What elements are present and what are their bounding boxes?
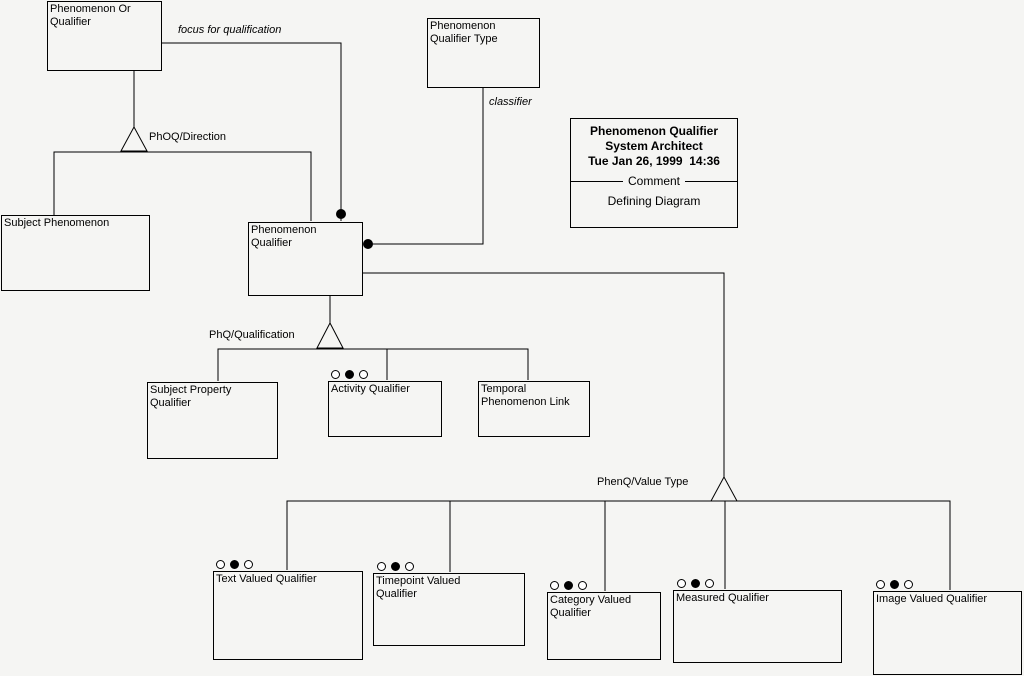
open-circle-icon: [578, 581, 587, 590]
tree-triangle-icon-phoq: [121, 127, 147, 151]
entity-label: Image Valued Qualifier: [876, 593, 988, 605]
comment-title: Phenomenon Qualifier: [589, 124, 718, 138]
connector-classifier: [364, 88, 483, 244]
entity-label: Activity Qualifier: [331, 383, 410, 395]
connector-end-dot-icon: [337, 210, 346, 219]
entity-label: Phenomenon Qualifier: [251, 224, 317, 249]
entity-box-timepoint-valued-qualifier[interactable]: [373, 573, 525, 646]
entity-box-text-valued-qualifier[interactable]: [213, 571, 363, 660]
comment-timestamp: Tue Jan 26, 1999 14:36: [588, 154, 720, 168]
tree-triangle-icon-phq: [317, 323, 343, 348]
entity-box-image-valued-qualifier[interactable]: [873, 591, 1022, 675]
entity-box-phenomenon-qualifier[interactable]: [248, 222, 363, 296]
entity-label: Text Valued Qualifier: [216, 573, 317, 585]
multiplicity-icons-image-valued: [876, 580, 918, 589]
entity-label: Phenomenon Qualifier Type: [430, 20, 498, 45]
filled-circle-icon: [345, 370, 354, 379]
connector-phenq-stem: [363, 273, 724, 477]
divider-rule: [571, 181, 623, 182]
tree-triangle-icon-phenq: [711, 477, 737, 501]
entity-box-temporal-phenomenon-link[interactable]: [478, 381, 590, 437]
comment-divider-label: Comment: [628, 174, 681, 188]
entity-box-measured-qualifier[interactable]: [673, 590, 842, 663]
open-circle-icon: [244, 560, 253, 569]
entity-box-category-valued-qualifier[interactable]: [547, 592, 661, 660]
open-circle-icon: [377, 562, 386, 571]
multiplicity-icons-text-valued: [216, 560, 258, 569]
filled-circle-icon: [230, 560, 239, 569]
entity-box-activity-qualifier[interactable]: [328, 381, 442, 437]
comment-subtitle: System Architect: [605, 139, 703, 153]
filled-circle-icon: [391, 562, 400, 571]
connector-label-phenq-value-type[interactable]: PhenQ/Value Type: [597, 476, 689, 488]
open-circle-icon: [216, 560, 225, 569]
comment-divider: [571, 175, 737, 188]
connector-phoq-branches: [54, 152, 311, 221]
entity-label: Phenomenon Or Qualifier: [50, 3, 131, 28]
connector-label-focus-for-qualification[interactable]: focus for qualification: [178, 24, 282, 36]
multiplicity-icons-activity-qualifier: [331, 370, 373, 379]
open-circle-icon: [331, 370, 340, 379]
filled-circle-icon: [691, 579, 700, 588]
multiplicity-icons-timepoint-valued: [377, 562, 419, 571]
connector-label-phq-qualification[interactable]: PhQ/Qualification: [209, 329, 295, 341]
open-circle-icon: [876, 580, 885, 589]
open-circle-icon: [705, 579, 714, 588]
open-circle-icon: [405, 562, 414, 571]
entity-label: Measured Qualifier: [676, 592, 769, 604]
comment-body: Defining Diagram: [607, 194, 701, 208]
entity-box-subject-property-qualifier[interactable]: [147, 382, 278, 459]
connector-end-dot-icon: [364, 240, 373, 249]
connector-label-phoq-direction[interactable]: PhOQ/Direction: [149, 131, 227, 143]
filled-circle-icon: [890, 580, 899, 589]
multiplicity-icons-measured: [677, 579, 719, 588]
entity-label: Temporal Phenomenon Link: [481, 383, 570, 408]
entity-label: Timepoint Valued Qualifier: [376, 575, 461, 600]
open-circle-icon: [904, 580, 913, 589]
entity-box-phenomenon-qualifier-type[interactable]: [427, 18, 540, 88]
entity-label: Category Valued Qualifier: [550, 594, 632, 619]
entity-box-phenomenon-or-qualifier[interactable]: [47, 1, 162, 71]
open-circle-icon: [677, 579, 686, 588]
filled-circle-icon: [564, 581, 573, 590]
connector-phq-branches: [218, 349, 528, 381]
divider-rule: [685, 181, 737, 182]
open-circle-icon: [550, 581, 559, 590]
comment-box[interactable]: [570, 118, 738, 228]
open-circle-icon: [359, 370, 368, 379]
entity-label: Subject Phenomenon: [4, 217, 110, 229]
entity-label: Subject Property Qualifier: [150, 384, 232, 409]
entity-box-subject-phenomenon[interactable]: [1, 215, 150, 291]
multiplicity-icons-category-valued: [550, 581, 592, 590]
connector-label-classifier[interactable]: classifier: [489, 96, 532, 108]
